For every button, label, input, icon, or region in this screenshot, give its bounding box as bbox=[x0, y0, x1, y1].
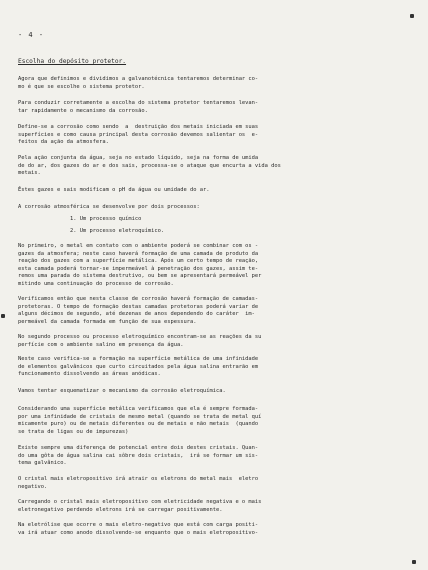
margin-mark bbox=[1, 314, 5, 318]
paragraph: Para conduzir corretamente a escolha do sistema protetor tentaremos levan- tar rapidamente o mecanismo da corrosão. bbox=[18, 100, 259, 114]
paragraph: Considerando uma superfície metálica verificamos que ela é sempre formada- por uma infinidade de cristais de mesmo metal (quando se trata de metal quí micamente puro) ou de metais diferentes ou de metais e não metais (quando se trata de ligas ou de impurezas) bbox=[18, 406, 262, 435]
page-number: - 4 - bbox=[18, 31, 45, 39]
paragraph: Carregando o cristal mais eletropositivo com eletricidade negativa e o mais eletronegativo perdendo eletrons irá se carregar positivamente. bbox=[18, 499, 262, 513]
paragraph: Agora que definimos e dividimos a galvanotécnica tentaremos determinar co- mo é que se escolhe o sistema protetor. bbox=[18, 76, 259, 90]
paragraph: A corrosão atmosférica se desenvolve por dois processos: bbox=[18, 204, 200, 210]
section-title: Escolha do depósito protetor. bbox=[18, 58, 127, 65]
paragraph: Na eletrólise que ocorre o mais eletro-negativo que está com carga positi- va irá atuar como anodo dissolvendo-se enquanto que o mais eletropositivo- bbox=[18, 522, 259, 536]
corner-mark bbox=[410, 14, 414, 18]
paragraph: Êstes gazes e sais modificam o pH da água ou umidade do ar. bbox=[18, 187, 210, 193]
margin-mark bbox=[412, 560, 416, 564]
paragraph: O cristal mais eletropositivo irá atrair os eletrons do metal mais eletro negativo. bbox=[18, 476, 259, 490]
paragraph: Existe sempre uma diferença de potencial entre dois destes cristais. Quan- do uma gôta de água salina cai sôbre dois cristais, irá se formar um sis- tema galvânico. bbox=[18, 445, 259, 467]
paragraph: Vamos tentar esquematizar o mecanismo da corrosão eletroquímica. bbox=[18, 388, 226, 394]
paragraph: Neste caso verifica-se a formação na superfície metálica de uma infinidade de elementos galvânicos que curto circuitados pela água salina entrarão em funcionamento dissolvendo as áreas anódicas. bbox=[18, 356, 259, 378]
list-item: 2. Um processo eletroquímico. bbox=[70, 228, 165, 234]
paragraph: No primeiro, o metal em contato com o ambiente poderá se combinar com os - gazes da atmosfera; neste caso haverá formação de uma camada de produto da reação dos gazes com a superfície metálica. Após um certo tempo de reação, esta camada poderá tornar-se impermeável à penetração dos gazes, assim te- remos uma parada do sistema destrutivo, ou bem se apresentará permeável per mitindo uma continuação do processo de corrosão. bbox=[18, 243, 262, 287]
paragraph: Define-se a corrosão como sendo a destruição dos metais iniciada em suas superfícies e como causa principal desta corrosão devemos salientar os e- feitos da ação da atmosfera. bbox=[18, 124, 259, 146]
paragraph: Pela ação conjunta da água, seja no estado líquido, seja na forma de umida de do ar, dos gazes do ar e dos sais, processa-se o ataque que encurta a vida dos metais. bbox=[18, 155, 281, 177]
paragraph: No segundo processo ou processo eletroquímico encontram-se as reações da su perfície com o ambiente salino em presença da água. bbox=[18, 334, 262, 348]
paragraph: Verificamos então que nesta classe de corrosão haverá formação de camadas- protetoras. O tempo de formação destas camadas protetoras poderá variar de alguns décimos de segundo, até dezenas de anos dependendo do caráter im- permeável da camada formada em função de sua espessura. bbox=[18, 296, 259, 325]
list-item: 1. Um processo químico bbox=[70, 216, 142, 222]
